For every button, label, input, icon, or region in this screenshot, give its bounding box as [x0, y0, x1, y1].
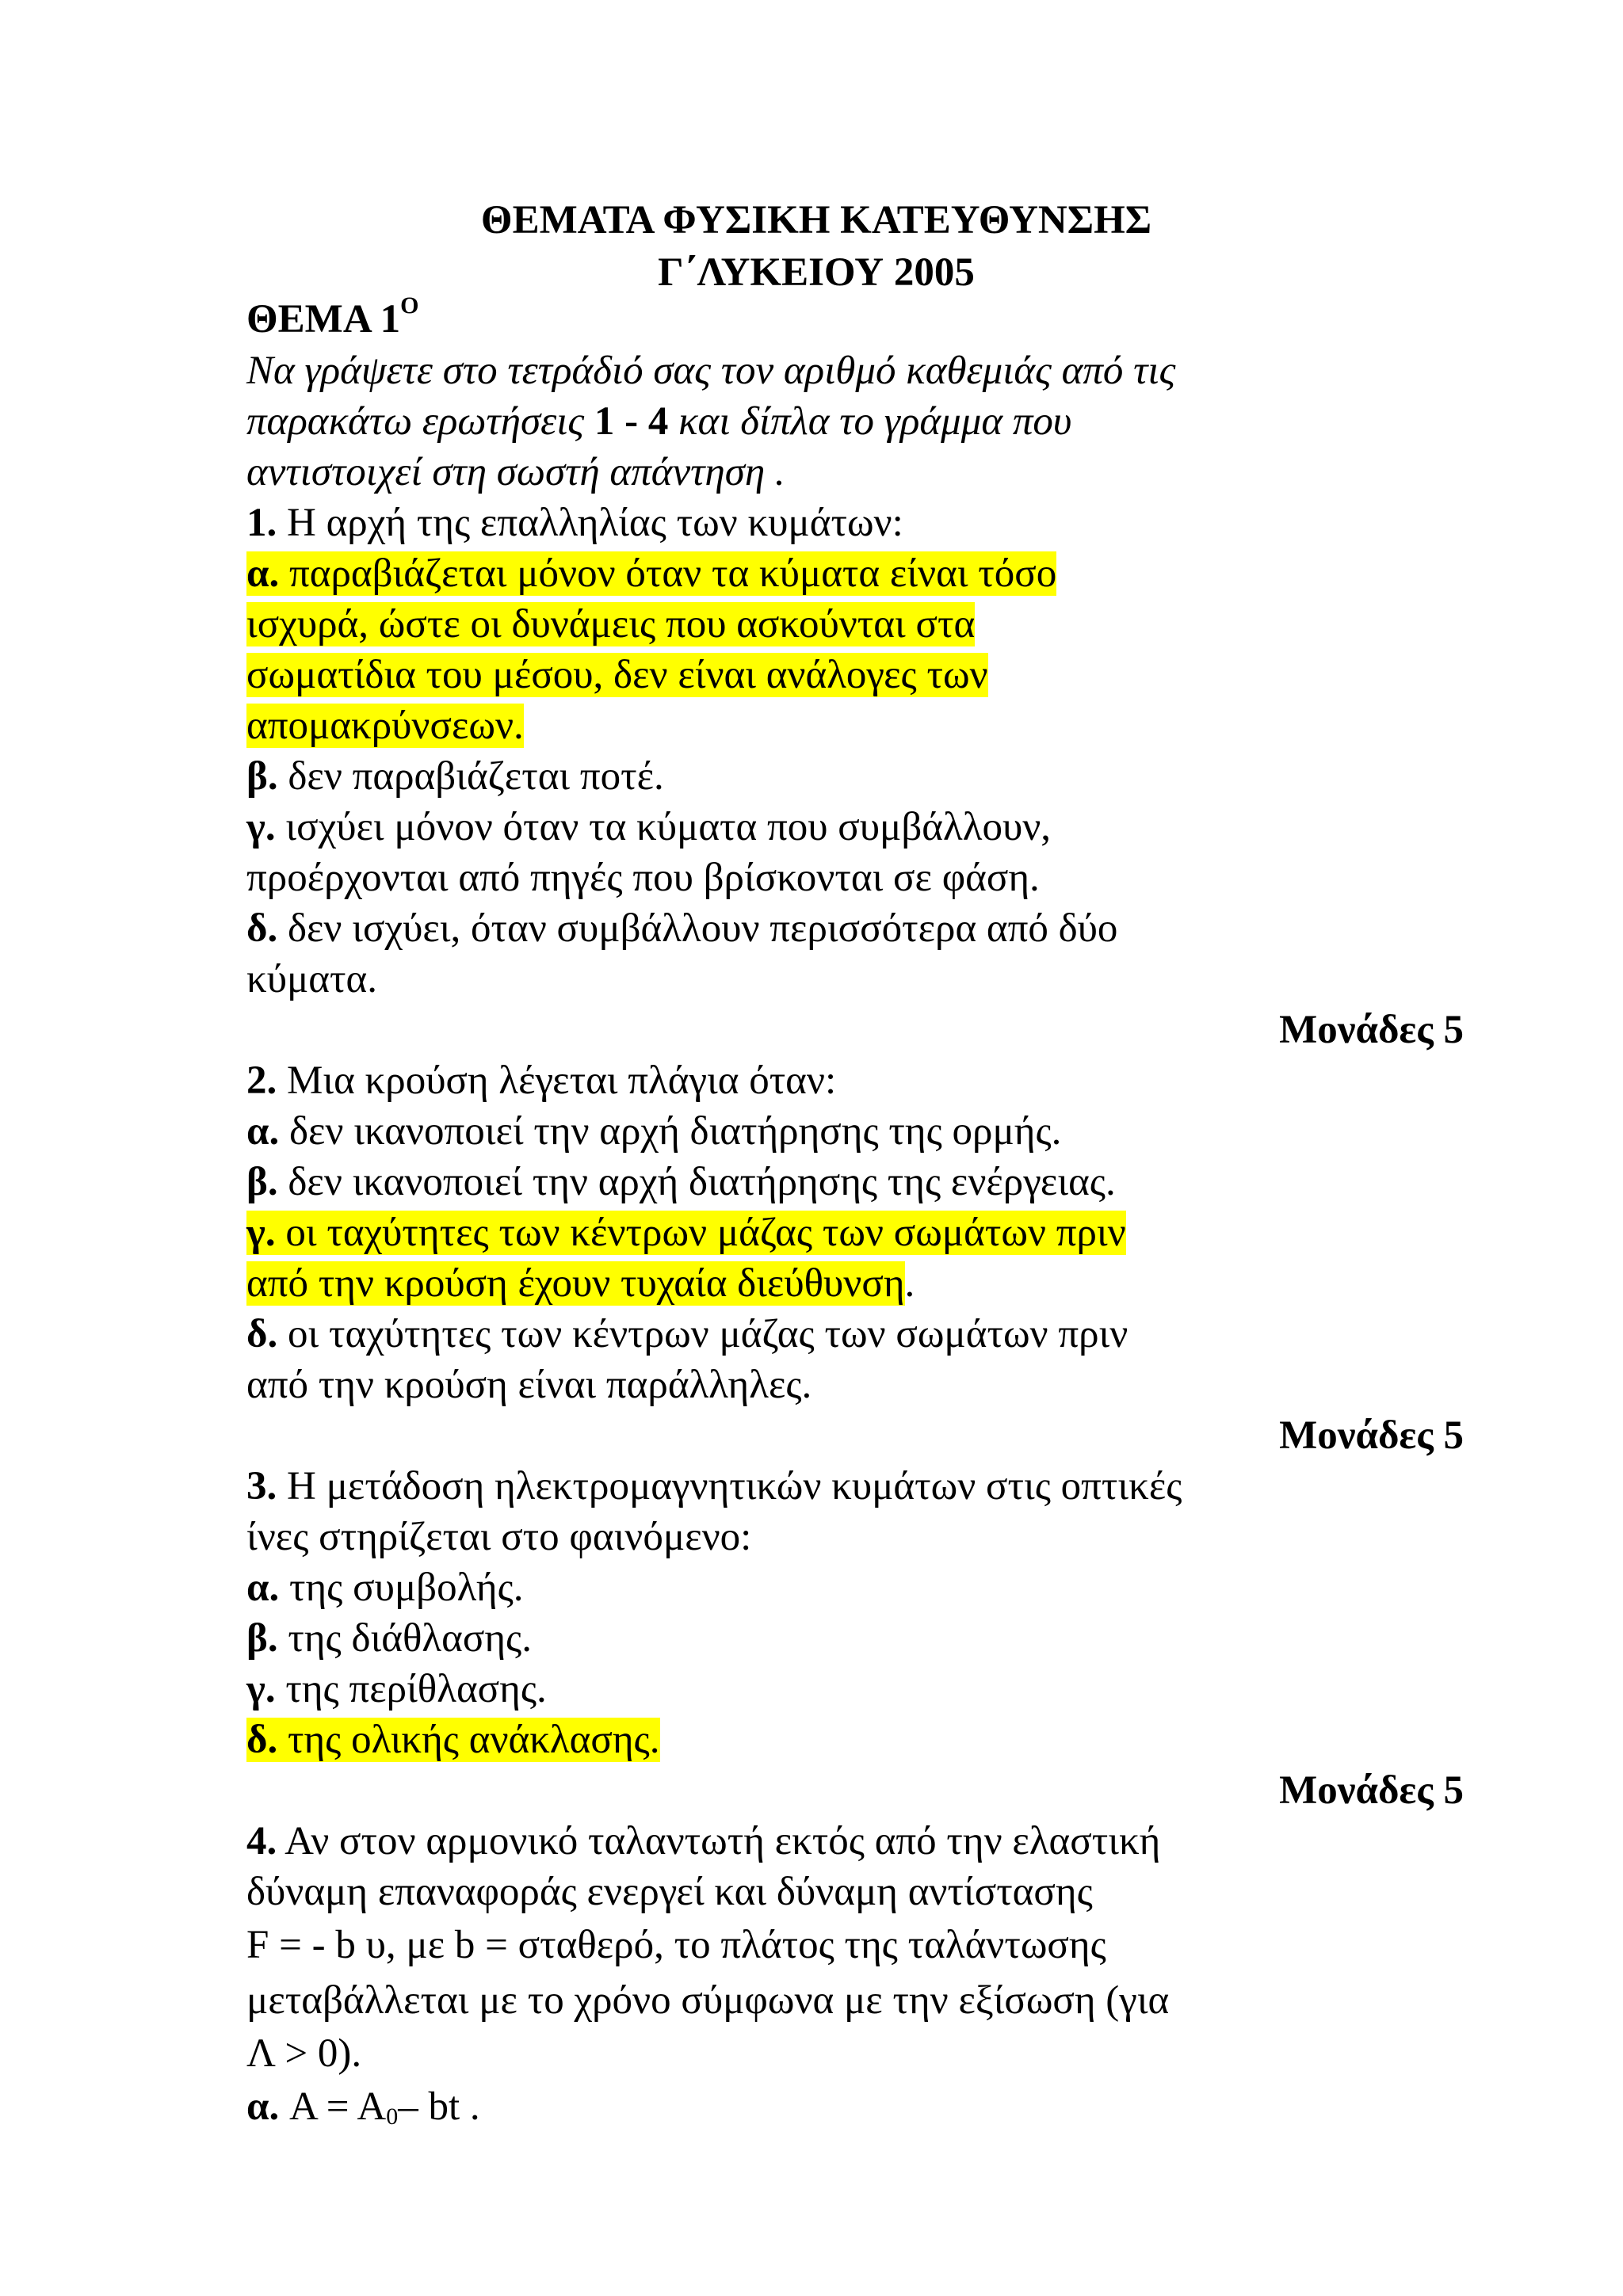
question-text: Η μετάδοση ηλεκτρομαγνητικών κυμάτων στις οπτικές	[277, 1464, 1182, 1508]
q1-option-a-line-1	[246, 548, 1483, 599]
option-text: ισχυρά, ώστε οι δυνάμεις που ασκούνται στα	[246, 602, 976, 646]
q3-option-d	[246, 1714, 1483, 1765]
option-label: α.	[246, 1566, 280, 1610]
question-3	[246, 1461, 1483, 1512]
q2-option-d-line-2: από την κρούση είναι παράλληλες.	[246, 1363, 812, 1407]
option-label: γ.	[246, 1667, 276, 1711]
option-text: παραβιάζεται μόνον όταν τα κύματα είναι τόσο	[279, 551, 1057, 596]
marks-q1: Μονάδες 5	[1279, 1008, 1464, 1052]
question-4	[246, 1816, 1483, 1867]
question-4-line-2: δύναμη επαναφοράς ενεργεί και δύναμη αντίστασης	[246, 1870, 1093, 1914]
formula-subscript: 0	[386, 2103, 399, 2130]
option-label: γ.	[246, 805, 276, 849]
question-4-line-5: Λ > 0).	[246, 2031, 362, 2076]
formula-text: A = A	[279, 2084, 387, 2129]
option-label: β.	[246, 754, 278, 799]
question-3-line-2: ίνες στηρίζεται στο φαινόμενο:	[246, 1515, 752, 1559]
topic-heading	[246, 293, 1483, 345]
q1-option-d-line-1	[246, 903, 1483, 954]
option-text: από την κρούση έχουν τυχαία διεύθυνση	[246, 1261, 905, 1306]
q1-option-d-line-2: κύματα.	[246, 957, 377, 1001]
question-number: 3.	[246, 1464, 277, 1508]
formula-text-end: – bt .	[398, 2084, 480, 2129]
q2-option-d-line-1	[246, 1309, 1483, 1360]
q2-option-c-line-1	[246, 1207, 1483, 1258]
option-label: β.	[246, 1616, 278, 1661]
option-text: δεν παραβιάζεται ποτέ.	[277, 754, 664, 799]
option-text: της διάθλασης.	[277, 1616, 532, 1661]
question-2	[246, 1055, 1483, 1106]
marks-q3: Μονάδες 5	[1279, 1768, 1464, 1813]
intro-range: 1 - 4	[594, 399, 669, 444]
option-text: δεν ισχύει, όταν συμβάλλουν περισσότερα από δύο	[277, 906, 1118, 951]
q3-option-c	[246, 1664, 1483, 1714]
option-text: της περίθλασης.	[275, 1667, 547, 1711]
option-text: ισχύει μόνον όταν τα κύματα που συμβάλλουν,	[275, 805, 1052, 849]
q2-option-a	[246, 1106, 1483, 1157]
option-text: δεν ικανοποιεί την αρχή διατήρησης της ορμής.	[279, 1109, 1062, 1154]
q1-option-a-line-4	[246, 700, 1483, 751]
question-number: 1.	[246, 501, 277, 545]
option-label: γ.	[246, 1211, 276, 1255]
option-label: α.	[246, 1109, 280, 1154]
q1-option-a-line-3	[246, 650, 1483, 700]
option-label: β.	[246, 1160, 278, 1204]
option-label: δ.	[246, 1312, 278, 1356]
intro-text: παρακάτω ερωτήσεις	[246, 399, 594, 444]
q3-option-b	[246, 1613, 1483, 1664]
option-label: α.	[246, 551, 280, 596]
document-title	[396, 194, 1236, 299]
option-text: οι ταχύτητες των κέντρων μάζας των σωμάτων πριν	[275, 1211, 1126, 1255]
option-label: δ.	[246, 906, 278, 951]
option-label: δ.	[246, 1718, 278, 1762]
intro-text-end: και δίπλα το γράμμα που	[668, 399, 1072, 444]
option-text: οι ταχύτητες των κέντρων μάζας των σωμάτων πριν	[277, 1312, 1128, 1356]
option-label: α.	[246, 2084, 280, 2129]
option-text-end: .	[904, 1261, 915, 1306]
question-4-line-3: F = - b υ, με b = σταθερό, το πλάτος της ταλάντωσης	[246, 1923, 1106, 1967]
question-text: Αν στον αρμονικό ταλαντωτή εκτός από την ελαστική	[277, 1819, 1161, 1863]
option-text: απομακρύνσεων.	[246, 704, 524, 748]
q2-option-c-line-2	[246, 1258, 1483, 1309]
q2-option-b	[246, 1157, 1483, 1207]
document-body	[246, 293, 1483, 2134]
q3-option-a	[246, 1562, 1483, 1613]
question-4-line-4: μεταβάλλεται με το χρόνο σύμφωνα με την εξίσωση (για	[246, 1978, 1170, 2023]
q1-option-c-line-2: προέρχονται από πηγές που βρίσκονται σε φάση.	[246, 856, 1040, 900]
option-text: σωματίδια του μέσου, δεν είναι ανάλογες των	[246, 653, 988, 697]
question-1	[246, 498, 1483, 548]
title-line-1: ΘΕΜΑΤΑ ΦΥΣΙΚΗ ΚΑΤΕΥΘΥΝΣΗΣ	[480, 198, 1152, 242]
intro-line-1: Να γράψετε στο τετράδιό σας τον αριθμό καθεμιάς από τις	[246, 349, 1176, 393]
title-line-2: Γ΄ΛΥΚΕΙΟΥ 2005	[658, 250, 975, 295]
intro-line-2	[246, 396, 1483, 447]
question-text: Μια κρούση λέγεται πλάγια όταν:	[277, 1058, 837, 1103]
option-text: της ολικής ανάκλασης.	[277, 1718, 660, 1762]
topic-label: ΘΕΜΑ 1	[246, 297, 401, 341]
q1-option-c-line-1	[246, 802, 1483, 852]
option-text: δεν ικανοποιεί την αρχή διατήρησης της ενέργειας.	[277, 1160, 1116, 1204]
question-number: 4.	[246, 1819, 277, 1863]
question-text: Η αρχή της επαλληλίας των κυμάτων:	[277, 501, 903, 545]
intro-line-3: αντιστοιχεί στη σωστή απάντηση .	[246, 450, 785, 494]
topic-superscript: Ο	[400, 292, 419, 318]
option-text: της συμβολής.	[279, 1566, 524, 1610]
marks-q2: Μονάδες 5	[1279, 1413, 1464, 1458]
q1-option-a-line-2	[246, 599, 1483, 650]
q4-option-a	[246, 2079, 1483, 2134]
q1-option-b	[246, 751, 1483, 802]
question-number: 2.	[246, 1058, 277, 1103]
